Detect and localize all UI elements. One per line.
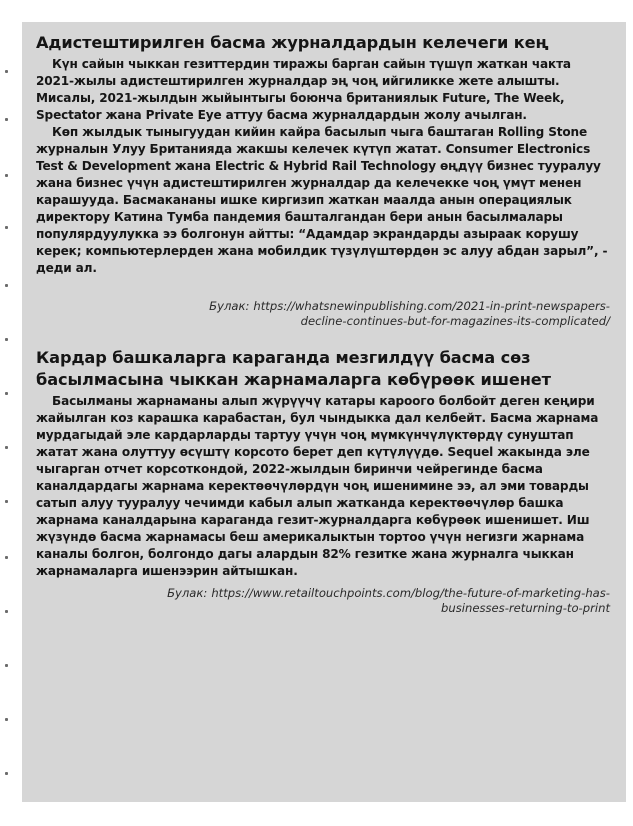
article-paragraph: Күн сайын чыккан гезиттердин тиражы барган сайын түшүп жаткан чакта 2021-жылы адистештирилген журналдар эң чоң ийгиликке жете алышты. Мисалы, 2021-жылдын жыйынтыгы боюнча британиялык Future, The Week, Spectator жана Private Eye аттуу басма журналдардын жолу ачылган.: [36, 57, 571, 122]
source-url: https://whatsnewinpublishing.com/2021-in-print-newspapers-: [253, 299, 610, 313]
source-url-continued: decline-continues-but-for-magazines-its-complicated/: [300, 314, 610, 328]
article-paragraph: Басылманы жарнаманы алып жүрүүчү катары кароого болбойт деген кеңири жайылган коз карашка карабастан, бул чындыкка дал келбейт. Басма жарнама мурдагыдай эле кардарларды тартуу үчүн чоң мүмкүнчүлүктөрдү сунуштап жатат жана олуттуу өсүштү корсото берет деп күтүлүүдө. Sequel жакында эле чыгарган отчет корсоткондой, 2022-жылдын биринчи чейрегинде басма каналдардагы жарнама керектөөчүлөрдүн чоң ишенимине ээ, ал эми товарды сатып алуу тууралуу чечимди кабыл алып жатканда керектөөчүлөр башка жарнама каналдарына караганда гезит-журналдарга көбүрөөк ишенишет. Иш жүзүндө басма жарнамасы беш америкалыктын тортоо үчүн негизги жарнама каналы болгон, болгондо дагы алардын 82% гезитке жана журналга чыккан жарнамаларга ишенээрин айтышкан.: [36, 394, 599, 578]
article-headline: Адистештирилген басма журналдардын келечеги кең: [36, 33, 549, 52]
article-headline: Кардар башкаларга караганда мезгилдүү басма сөз басылмасына чыккан жарнамаларга көбүрөөк ишенет: [36, 348, 551, 389]
source-label: Булак:: [167, 586, 208, 600]
source-url-continued: businesses-returning-to-print: [441, 601, 610, 615]
article-panel: [22, 22, 626, 802]
article-paragraph: Көп жылдык тыныгуудан кийин кайра басылып чыга баштаган Rolling Stone журналын Улуу Британияда жакшы келечек күтүп жатат. Consumer Electronics Test & Development жана Electric & Hybrid Rail Technology өңдүү бизнес тууралуу жана бизнес үчүн адистештирилген журналдар да келечекке чоң үмүт менен карашууда. Басмакананы ишке киргизип жаткан маалда анын операциялык директору Катина Тумба пандемия башталгандан бери анын басылмалары популярдуулукка ээ болгонун айтты: “Адамдар экрандарды азыраак корушу керек; компьютерлерден жана мобилдик түзүлүштөрдөн эс алуу абдан зарыл”, - деди ал.: [36, 125, 608, 275]
source-label: Булак:: [209, 299, 250, 313]
article-print-advertising-trust: [36, 347, 612, 616]
source-url: https://www.retailtouchpoints.com/blog/the-future-of-marketing-has-: [211, 586, 610, 600]
article-specialized-magazines: [36, 32, 612, 329]
binding-edge-marks: [0, 0, 22, 826]
article-source: [36, 299, 612, 329]
article-source: [36, 586, 612, 616]
